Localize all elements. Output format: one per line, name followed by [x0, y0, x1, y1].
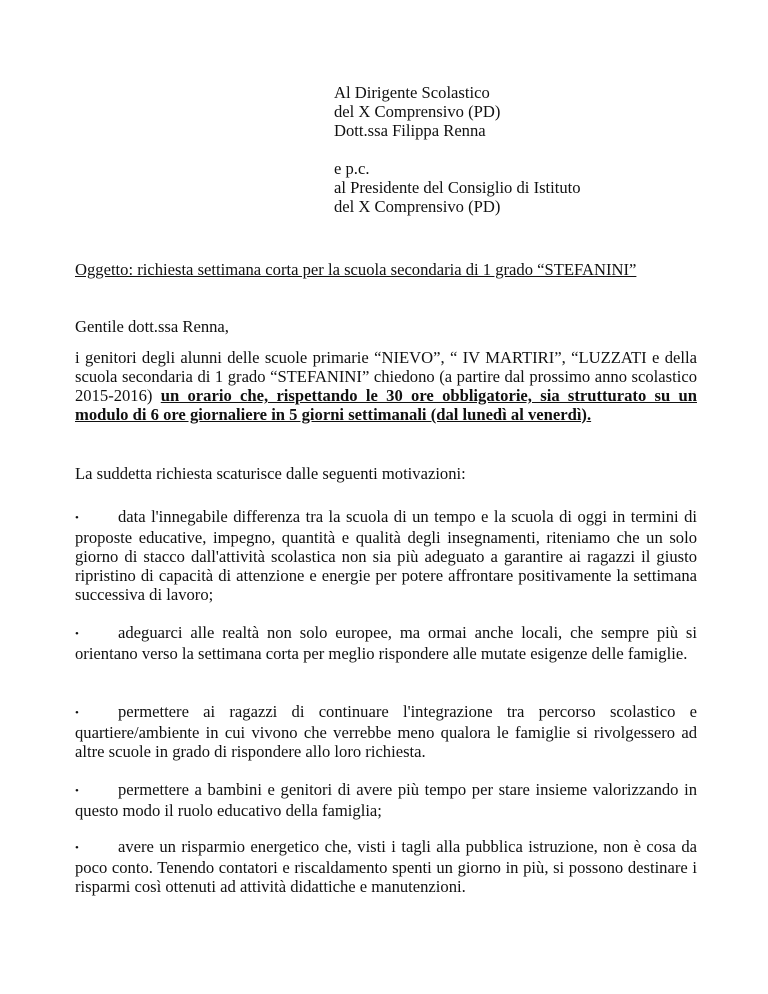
bullet-icon: •	[75, 842, 79, 854]
greeting: Gentile dott.ssa Renna,	[75, 317, 229, 336]
recipient-line: Al Dirigente Scolastico	[334, 83, 490, 102]
intro-paragraph	[75, 348, 697, 424]
motivation-item	[75, 507, 697, 604]
motivations-intro: La suddetta richiesta scaturisce dalle seguenti motivazioni:	[75, 464, 466, 483]
bullet-icon: •	[75, 512, 79, 524]
recipient-address	[334, 83, 734, 140]
bullet-icon: •	[75, 785, 79, 797]
motivation-text: permettere a bambini e genitori di avere più tempo per stare insieme valorizzando in questo modo il ruolo educativo della famiglia;	[75, 780, 697, 820]
motivation-item	[75, 623, 697, 663]
intro-emphasis: un orario che, rispettando le 30 ore obbligatorie, sia strutturato su un modulo di 6 ore giornaliere in 5 giorni settimanali (dal lunedì al venerdì).	[75, 386, 697, 424]
intro-text: i genitori degli alunni delle scuole primarie “NIEVO”, “ IV MARTIRI”, “LUZZATI e della scuola secondaria di 1 grado “STEFANINI” chiedono (a partire dal prossimo anno scolastico 2015-2016)	[75, 348, 697, 405]
cc-line: al Presidente del Consiglio di Istituto	[334, 178, 581, 197]
motivation-item	[75, 702, 697, 761]
recipient-line: del X Comprensivo (PD)	[334, 102, 501, 121]
bullet-icon: •	[75, 628, 79, 640]
cc-address	[334, 159, 734, 216]
motivation-text: permettere ai ragazzi di continuare l'integrazione tra percorso scolastico e quartiere/ambiente in cui vivono che verrebbe meno qualora le famiglie si rivolgessero ad altre scuole in grado di rispondere allo loro richiesta.	[75, 702, 697, 761]
recipient-line: Dott.ssa Filippa Renna	[334, 121, 486, 140]
subject-line: Oggetto: richiesta settimana corta per la scuola secondaria di 1 grado “STEFANINI”	[75, 260, 637, 279]
motivation-text: data l'innegabile differenza tra la scuola di un tempo e la scuola di oggi in termini di proposte educative, impegno, quantità e qualità degli insegnamenti, riteniamo che un solo giorno di stacco dall'attività scolastica non sia più adeguato a garantire ai ragazzi il giusto ripristino di capacità di attenzione e energie per potere affrontare positivamente la settimana successiva di lavoro;	[75, 507, 697, 604]
motivation-text: avere un risparmio energetico che, visti i tagli alla pubblica istruzione, non è cosa da poco conto. Tenendo contatori e riscaldamento spenti un giorno in più, si possono destinare i risparmi così ottenuti ad attività didattiche e manutenzioni.	[75, 837, 697, 896]
bullet-icon: •	[75, 707, 79, 719]
cc-line: del X Comprensivo (PD)	[334, 197, 501, 216]
motivation-text: adeguarci alle realtà non solo europee, ma ormai anche locali, che sempre più si orientano verso la settimana corta per meglio rispondere alle mutate esigenze delle famiglie.	[75, 623, 697, 663]
cc-line: e p.c.	[334, 159, 370, 178]
motivation-item	[75, 780, 697, 820]
motivation-item	[75, 837, 697, 896]
